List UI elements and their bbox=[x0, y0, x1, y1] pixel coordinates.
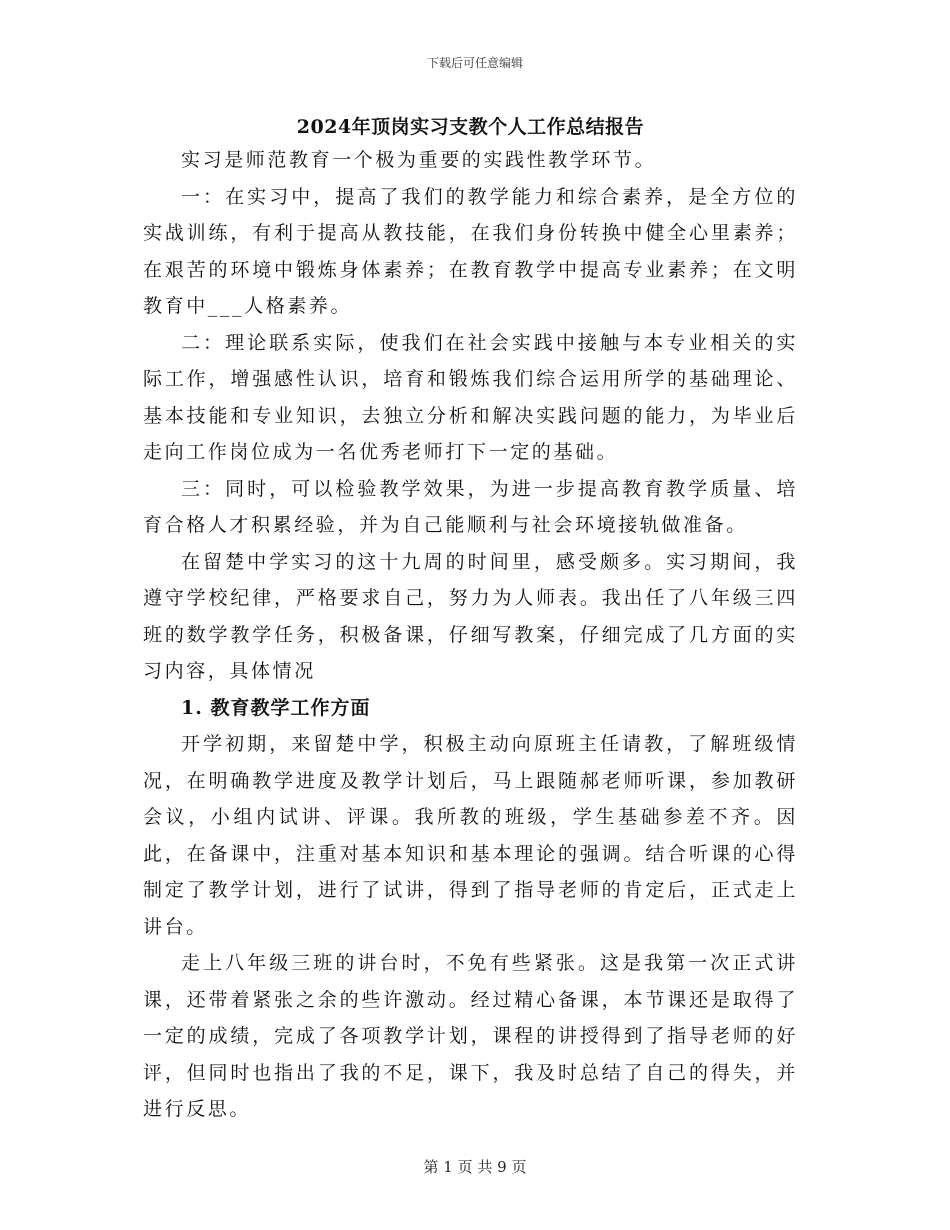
document-title: 2024年顶岗实习支教个人工作总结报告 bbox=[296, 116, 645, 138]
paragraph-first-lesson: 走上八年级三班的讲台时，不免有些紧张。这是我第一次正式讲课，还带着紧张之余的些许激动。经过精心备课，本节课还是取得了一定的成绩，完成了各项教学计划，课程的讲授得到了指导老师的好评，但同时也指出了我的不足，课下，我及时总结了自己的得失，并进行反思。 bbox=[143, 952, 798, 1120]
paragraph-intro: 实习是师范教育一个极为重要的实践性教学环节。 bbox=[181, 149, 657, 171]
page-indicator: 第 1 页 共 9 页 bbox=[423, 1158, 527, 1176]
document-body bbox=[143, 112, 798, 1128]
paragraph-point-three: 三：同时，可以检验教学效果，为进一步提高教育教学质量、培育合格人才积累经验，并为自己能顺利与社会环境接轨做准备。 bbox=[143, 477, 798, 536]
paragraph-teaching-start: 开学初期，来留楚中学，积极主动向原班主任请教，了解班级情况，在明确教学进度及教学计划后，马上跟随郝老师听课，参加教研会议，小组内试讲、评课。我所教的班级，学生基础参差不齐。因此，在备课中，注重对基本知识和基本理论的强调。结合听课的心得制定了教学计划，进行了试讲，得到了指导老师的肯定后，正式走上讲台。 bbox=[143, 733, 798, 938]
paragraph-point-two: 二：理论联系实际，使我们在社会实践中接触与本专业相关的实际工作，增强感性认识，培育和锻炼我们综合运用所学的基础理论、基本技能和专业知识，去独立分析和解决实践问题的能力，为毕业后走向工作岗位成为一名优秀老师打下一定的基础。 bbox=[143, 331, 798, 463]
paragraph-internship-overview: 在留楚中学实习的这十九周的时间里，感受颇多。实习期间，我遵守学校纪律，严格要求自己，努力为人师表。我出任了八年级三四班的数学教学任务，积极备课，仔细写教案，仔细完成了几方面的实习内容，具体情况 bbox=[143, 550, 798, 682]
section-heading-teaching: 1. 教育教学工作方面 bbox=[181, 696, 371, 719]
header-note: 下载后可任意编辑 bbox=[426, 56, 523, 70]
paragraph-point-one: 一：在实习中，提高了我们的教学能力和综合素养，是全方位的实战训练，有利于提高从教技能，在我们身份转换中健全心里素养；在艰苦的环境中锻炼身体素养；在教育教学中提高专业素养；在文明教育中___人格素养。 bbox=[143, 185, 798, 317]
